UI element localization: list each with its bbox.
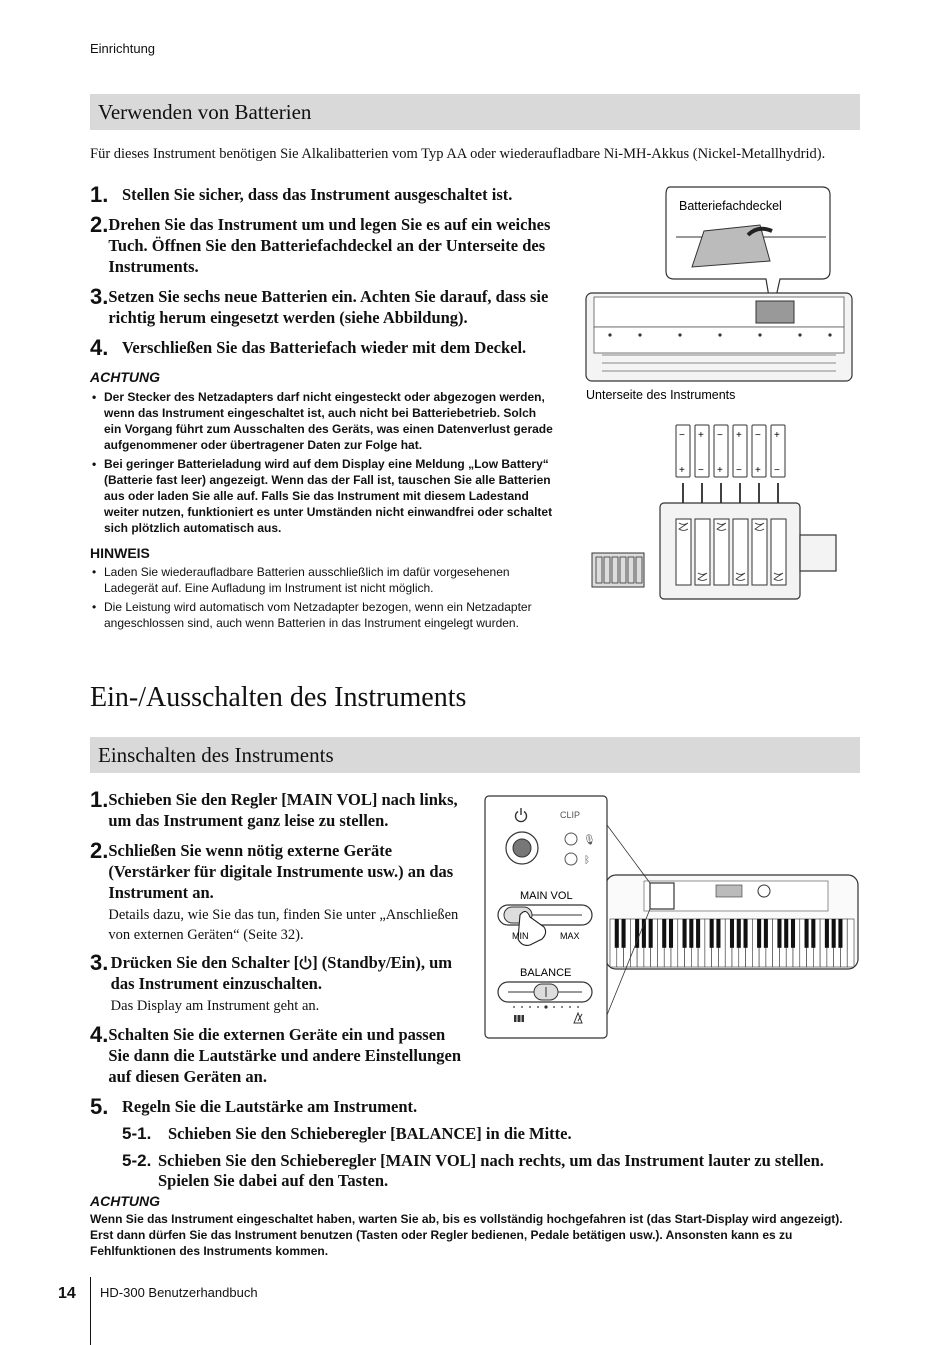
- battery-polarity-bottom: +: [717, 465, 723, 476]
- control-panel-figure: [484, 795, 860, 1040]
- bluetooth-indicator: [565, 853, 577, 865]
- battery-slot: [733, 519, 748, 585]
- power-icon: [299, 955, 312, 970]
- step-number: 5.: [90, 1094, 109, 1119]
- caution-title: ACHTUNG: [90, 1193, 160, 1209]
- note-title: HINWEIS: [90, 545, 150, 561]
- battery-step-4: [90, 337, 565, 358]
- power-step-1: [90, 789, 470, 831]
- black-key: [649, 919, 653, 948]
- step-detail: Details dazu, wie Sie das tun, finden Sie unter „Anschließen von externen Geräten“ (Seite 32).: [108, 907, 459, 943]
- page-title: Ein-/Ausschalten des Instruments: [90, 682, 467, 713]
- caution-text: Wenn Sie das Instrument eingeschaltet haben, warten Sie ab, bis es vollständig hochgefahren ist (das Start-Display wird angezeigt). Erst dann dürfen Sie das Instrument benutzen (Tasten oder Regler bedienen, Pedale betätigen usw.). Ansonsten kann es zu Fehlfunktionen des Instruments kommen.: [90, 1212, 843, 1258]
- step-text: Drehen Sie das Instrument um und legen Sie es auf ein weiches Tuch. Öffnen Sie den Batteriefachdeckel an der Unterseite des Instruments.: [108, 215, 551, 276]
- footer-divider: [90, 1277, 91, 1345]
- step-number: 2.: [90, 838, 109, 863]
- black-key: [689, 919, 693, 948]
- step-text-after: ] (Standby/Ein), um das Instrument einzuschalten.: [110, 953, 453, 993]
- black-key: [791, 919, 795, 948]
- battery-slot: [676, 519, 691, 585]
- page-number: 14: [58, 1285, 76, 1302]
- substep-text: Schieben Sie den Schieberegler [BALANCE] in die Mitte.: [168, 1124, 572, 1143]
- battery-step-3: [90, 286, 565, 328]
- battery-polarity-top: −: [717, 430, 723, 441]
- black-key: [710, 919, 714, 948]
- black-key: [669, 919, 673, 948]
- substep-text: Schieben Sie den Schieberegler [MAIN VOL] nach rechts, um das Instrument lauter zu stellen. Spielen Sie dabei auf den Tasten.: [157, 1151, 824, 1190]
- section-heading-power-on: [90, 737, 860, 773]
- battery-slot: [695, 519, 710, 585]
- section-heading-text: Verwenden von Batterien: [98, 99, 312, 124]
- caution-list: [90, 389, 555, 539]
- note-list: [90, 564, 555, 634]
- running-head: Einrichtung: [90, 41, 156, 56]
- step-number: 1.: [90, 787, 109, 812]
- battery-figure: [580, 185, 860, 605]
- power-substep-5-1: [122, 1124, 862, 1144]
- power-step-3: [90, 952, 470, 1016]
- black-key: [777, 919, 781, 948]
- main-vol-label: MAIN VOL: [520, 890, 573, 902]
- black-key: [744, 919, 748, 948]
- black-key: [838, 919, 842, 948]
- black-key: [662, 919, 666, 948]
- black-key: [716, 919, 720, 948]
- mic-icon: 🎙: [583, 835, 596, 846]
- keyboard-icon: [514, 1015, 524, 1022]
- power-step-5: [90, 1096, 590, 1117]
- power-step-4: [90, 1024, 470, 1087]
- battery-polarity-top: +: [774, 430, 780, 441]
- step-number: 4.: [90, 335, 109, 360]
- section-heading-batteries: [90, 94, 860, 130]
- step-number: 3.: [90, 950, 109, 975]
- caution-item: • Der Stecker des Netzadapters darf nicht eingesteckt oder abgezogen werden, wenn das Instrument eingeschaltet ist, auch nicht bei Batteriebetrieb. Solch ein Vorgang führt zum Ausschalten des Geräts, was einen Datenverlust gerade aufgenommener oder übertragener Daten zur Folge hat.: [90, 389, 555, 453]
- black-key: [696, 919, 700, 948]
- max-label: MAX: [560, 931, 580, 941]
- note-item: • Die Leistung wird automatisch vom Netzadapter bezogen, wenn ein Netzadapter angeschlossen sind, auch wenn Batterien in das Instrument eingelegt wurden.: [90, 599, 555, 631]
- battery-step-2: [90, 214, 560, 277]
- note-item: • Laden Sie wiederaufladbare Batterien ausschließlich im dafür vorgesehenen Ladegerät auf. Eine Aufladung im Instrument ist nicht möglich.: [90, 564, 555, 596]
- batteries-intro: Für dieses Instrument benötigen Sie Alkalibatterien vom Typ AA oder wiederaufladbare Ni-MH-Akkus (Nickel-Metallhydrid).: [90, 146, 826, 162]
- battery-polarity-bottom: +: [679, 465, 685, 476]
- step-number: 1.: [90, 182, 109, 207]
- battery-polarity-bottom: −: [774, 465, 780, 476]
- battery-polarity-top: +: [698, 430, 704, 441]
- black-key: [764, 919, 768, 948]
- clip-label: CLIP: [560, 810, 581, 820]
- power-step-2: [90, 840, 470, 945]
- step-text: Schalten Sie die externen Geräte ein und passen Sie dann die Lautstärke und andere Einstellungen auf diesen Geräten an.: [108, 1025, 462, 1086]
- step-text: Schließen Sie wenn nötig externe Geräte (Verstärker für digitale Instrumente usw.) an das Instrument an.: [108, 841, 454, 902]
- step-text-before: Drücken Sie den Schalter [: [110, 953, 300, 972]
- white-key: [847, 919, 854, 967]
- step-text: Regeln Sie die Lautstärke am Instrument.: [122, 1097, 418, 1116]
- clip-indicator: [565, 833, 577, 845]
- cover-label: Batteriefachdeckel: [679, 199, 782, 213]
- battery-polarity-bottom: −: [698, 465, 704, 476]
- step-number: 2.: [90, 212, 109, 237]
- black-key: [805, 919, 809, 948]
- black-key: [730, 919, 734, 948]
- balance-label: BALANCE: [520, 967, 572, 979]
- caution-item: • Bei geringer Batterieladung wird auf dem Display eine Meldung „Low Battery“ (Batterie fast leer) angezeigt. Wenn das der Fall ist, tauschen Sie alle Batterien aus oder laden Sie alle auf. Falls Sie das Instrument mit diesem Ladestand weiter nutzen, funktioniert es unter Umständen nicht einwandfrei oder schaltet sich plötzlich automatisch aus.: [90, 456, 555, 536]
- footer-title: HD-300 Benutzerhandbuch: [100, 1285, 258, 1300]
- step-detail: Das Display am Instrument geht an.: [110, 998, 320, 1014]
- step-number: 3.: [90, 284, 109, 309]
- underside-label: Unterseite des Instruments: [586, 388, 736, 402]
- black-key: [615, 919, 619, 948]
- battery-slot: [714, 519, 729, 585]
- battery-polarity-top: −: [679, 430, 685, 441]
- black-key: [832, 919, 836, 948]
- bluetooth-icon: ᛒ: [584, 855, 590, 866]
- battery-slot: [752, 519, 767, 585]
- caution-title: ACHTUNG: [90, 369, 160, 385]
- black-key: [784, 919, 788, 948]
- min-label: MIN: [512, 931, 529, 941]
- black-key: [757, 919, 761, 948]
- black-key: [622, 919, 626, 948]
- step-text: Schieben Sie den Regler [MAIN VOL] nach links, um das Instrument ganz leise zu stellen.: [108, 790, 458, 830]
- battery-polarity-top: −: [755, 430, 761, 441]
- black-key: [683, 919, 687, 948]
- power-substep-5-2: [122, 1151, 862, 1191]
- substep-number: 5-2.: [122, 1151, 152, 1170]
- step-text: Verschließen Sie das Batteriefach wieder mit dem Deckel.: [122, 338, 527, 357]
- step-number: 4.: [90, 1022, 109, 1047]
- step-text: Stellen Sie sicher, dass das Instrument ausgeschaltet ist.: [122, 185, 513, 204]
- battery-polarity-top: +: [736, 430, 742, 441]
- keyboard-keys: [610, 919, 854, 967]
- black-key: [811, 919, 815, 948]
- battery-polarity-bottom: +: [755, 465, 761, 476]
- step-text: Setzen Sie sechs neue Batterien ein. Achten Sie darauf, dass sie richtig herum eingesetzt werden (siehe Abbildung).: [108, 287, 549, 327]
- battery-slot: [771, 519, 786, 585]
- section-heading-text: Einschalten des Instruments: [98, 742, 334, 767]
- black-key: [737, 919, 741, 948]
- black-key: [825, 919, 829, 948]
- substep-number: 5-1.: [122, 1124, 152, 1143]
- battery-step-1: [90, 184, 560, 205]
- battery-polarity-bottom: −: [736, 465, 742, 476]
